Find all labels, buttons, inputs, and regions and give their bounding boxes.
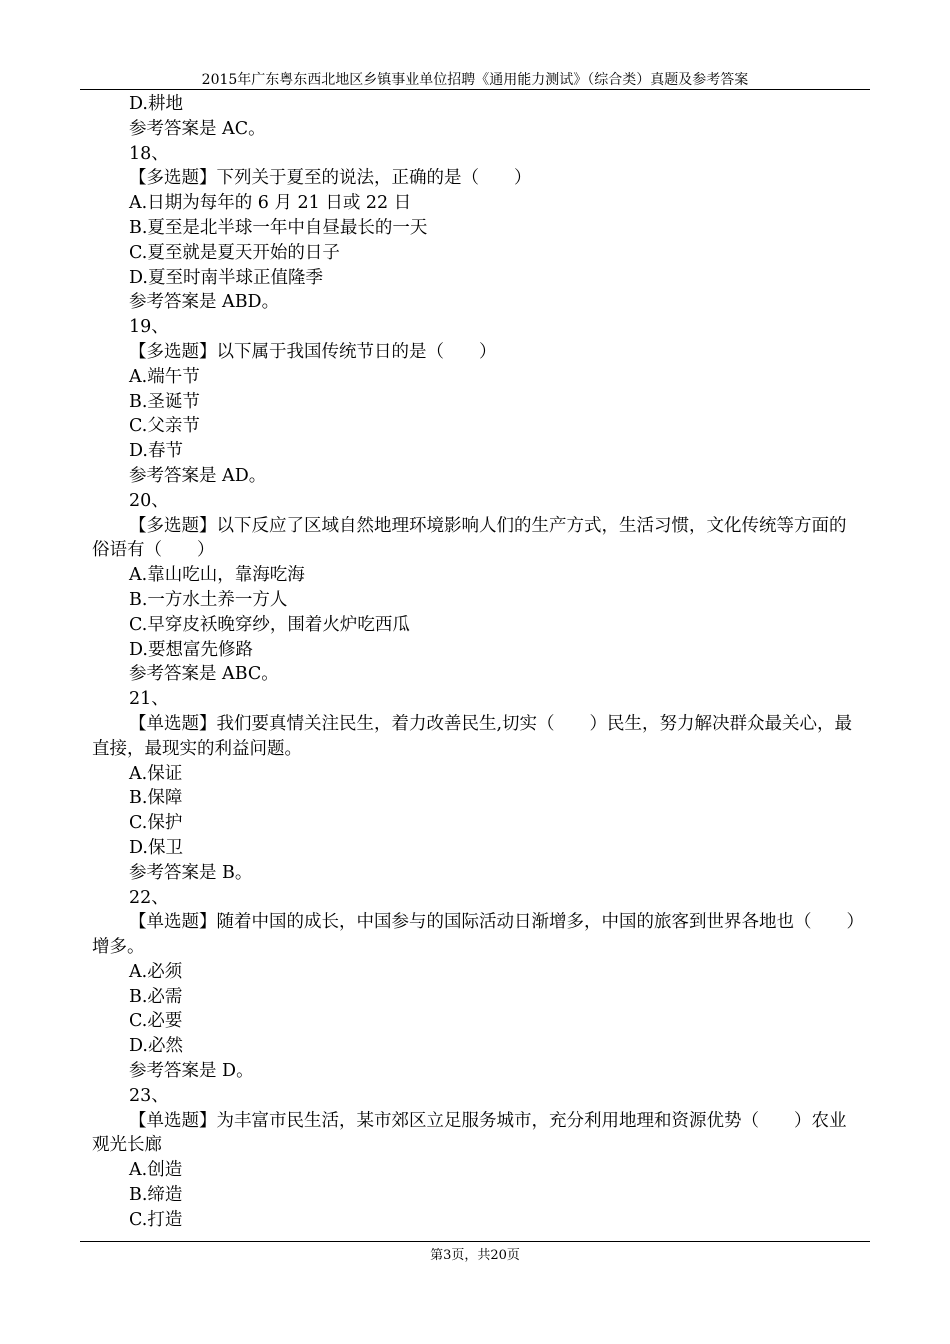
text-line: 【多选题】以下属于我国传统节日的是（ ） bbox=[129, 341, 497, 362]
text-line: A.必须 bbox=[129, 961, 183, 982]
text-line: A.保证 bbox=[129, 763, 183, 784]
text-line: 【多选题】以下反应了区域自然地理环境影响人们的生产方式，生活习惯，文化传统等方面的俗语有（ ） bbox=[92, 515, 847, 561]
text-line: A.日期为每年的 6 月 21 日或 22 日 bbox=[129, 193, 412, 214]
text-line: C.夏至就是夏天开始的日子 bbox=[129, 242, 340, 263]
text-line: 参考答案是 AC。 bbox=[129, 118, 266, 139]
footer-rule bbox=[80, 1241, 870, 1242]
page-header: 2015年广东粤东西北地区乡镇事业单位招聘《通用能力测试》（综合类）真题及参考答案 bbox=[201, 72, 749, 88]
text-line: B.缔造 bbox=[129, 1185, 183, 1206]
text-line: C.必要 bbox=[129, 1011, 183, 1032]
text-line: B.必需 bbox=[129, 986, 183, 1007]
text-line: 20、 bbox=[129, 490, 169, 511]
text-line: B.保障 bbox=[129, 788, 183, 809]
text-line: A.创造 bbox=[129, 1160, 183, 1181]
text-line: A.靠山吃山，靠海吃海 bbox=[129, 565, 305, 586]
text-line: 【单选题】随着中国的成长，中国参与的国际活动日渐增多，中国的旅客到世界各地也（ ）增多。 bbox=[92, 912, 856, 958]
text-line: D.保卫 bbox=[129, 837, 183, 858]
text-line: B.一方水土养一方人 bbox=[129, 589, 288, 610]
text-line: C.父亲节 bbox=[129, 416, 200, 437]
text-line: D.春节 bbox=[129, 441, 183, 462]
text-line: 参考答案是 AD。 bbox=[129, 465, 267, 486]
text-line: 参考答案是 ABD。 bbox=[129, 292, 280, 313]
text-line: 23、 bbox=[129, 1085, 169, 1106]
text-line: B.圣诞节 bbox=[129, 391, 200, 412]
text-line: D.必然 bbox=[129, 1036, 183, 1057]
text-line: C.早穿皮袄晚穿纱，围着火炉吃西瓜 bbox=[129, 614, 410, 635]
text-line: 参考答案是 ABC。 bbox=[129, 664, 279, 685]
text-line: 参考答案是 D。 bbox=[129, 1061, 254, 1082]
text-line: 22、 bbox=[129, 887, 169, 908]
text-line: 【多选题】下列关于夏至的说法，正确的是（ ） bbox=[129, 168, 532, 189]
page-footer: 第3页，共20页 bbox=[430, 1248, 520, 1263]
text-line: 19、 bbox=[129, 317, 169, 338]
text-line: D.夏至时南半球正值隆季 bbox=[129, 267, 323, 288]
text-line: C.保护 bbox=[129, 813, 183, 834]
text-line: B.夏至是北半球一年中自昼最长的一天 bbox=[129, 217, 428, 238]
text-line: 21、 bbox=[129, 689, 169, 710]
text-line: 18、 bbox=[129, 143, 169, 164]
text-line: 参考答案是 B。 bbox=[129, 862, 253, 883]
text-line: 【单选题】我们要真情关注民生，着力改善民生,切实（ ）民生，努力解决群众最关心，最直接，最现实的利益问题。 bbox=[92, 713, 853, 759]
document-body bbox=[92, 92, 862, 1233]
text-line: C.打造 bbox=[129, 1209, 183, 1230]
text-line: D.要想富先修路 bbox=[129, 639, 253, 660]
text-line: 【单选题】为丰富市民生活，某市郊区立足服务城市，充分利用地理和资源优势（ ）农业观光长廊 bbox=[92, 1110, 847, 1156]
header-rule bbox=[80, 89, 870, 90]
text-line: D.耕地 bbox=[129, 94, 183, 114]
text-line: A.端午节 bbox=[129, 366, 200, 387]
